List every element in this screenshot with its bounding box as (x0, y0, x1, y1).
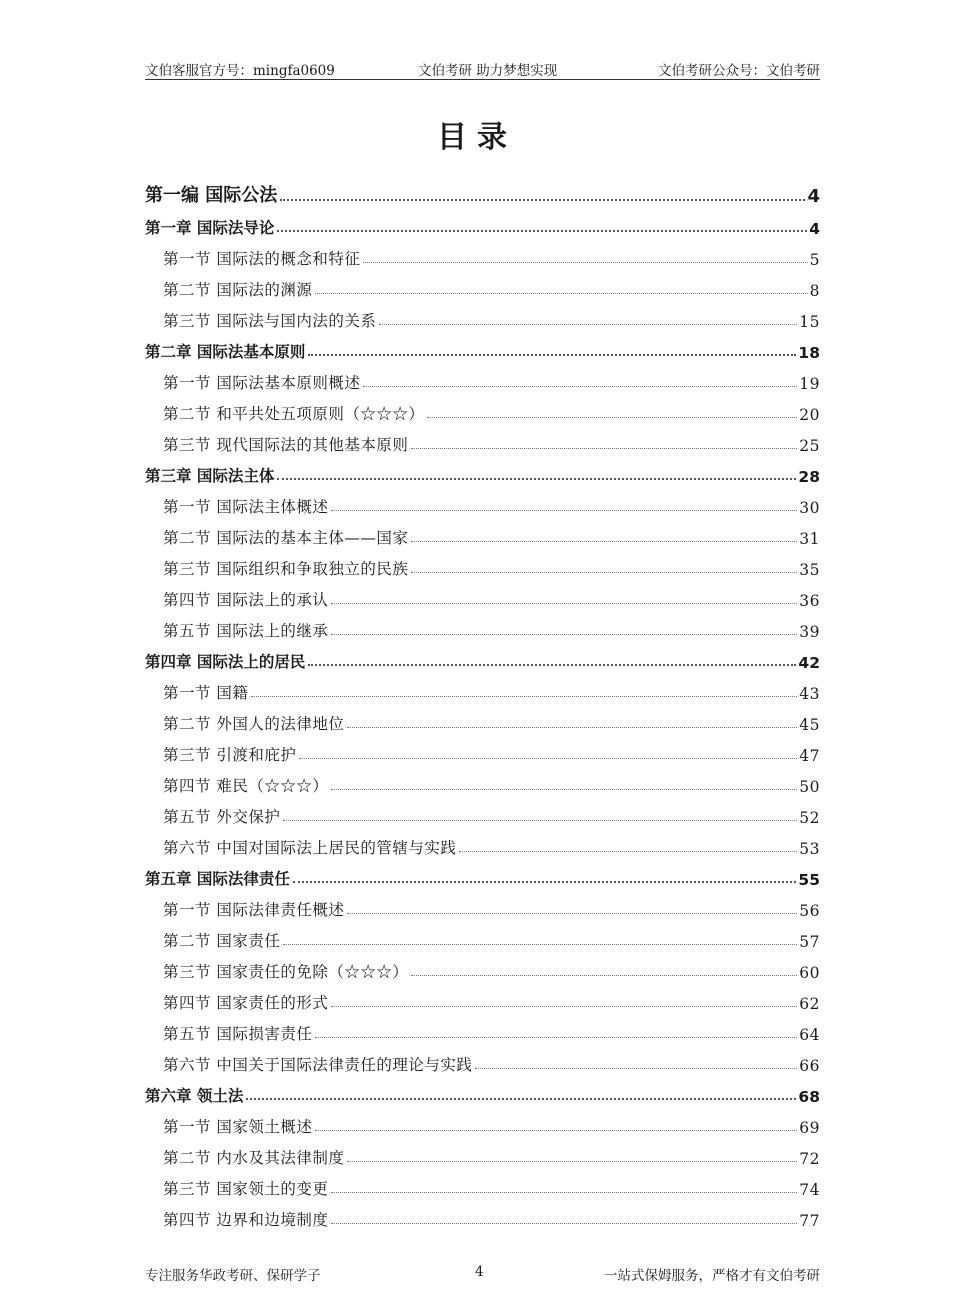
toc-leader-dots (363, 386, 797, 387)
toc-section-entry[interactable] (145, 708, 820, 734)
toc-leader-dots (347, 913, 797, 914)
toc-section-entry[interactable] (145, 243, 820, 269)
toc-chapter-entry[interactable] (145, 212, 820, 238)
toc-entry-label: 第四节 国家责任的形式 (163, 994, 329, 1012)
toc-entry-label: 第四章 国际法上的居民 (145, 653, 306, 671)
toc-leader-dots (280, 199, 805, 201)
toc-entry-page: 43 (799, 685, 820, 703)
toc-leader-dots (331, 634, 797, 635)
toc-entry-label: 第四节 边界和边境制度 (163, 1211, 329, 1229)
toc-leader-dots (331, 603, 797, 604)
toc-entry-label: 第二节 和平共处五项原则（☆☆☆） (163, 405, 425, 423)
toc-entry-label: 第三节 现代国际法的其他基本原则 (163, 436, 409, 454)
toc-leader-dots (411, 572, 797, 573)
toc-section-entry[interactable] (145, 429, 820, 455)
page-header (145, 57, 820, 80)
toc-chapter-entry[interactable] (145, 646, 820, 672)
toc-entry-page: 35 (799, 561, 820, 579)
toc-entry-label: 第三节 国家责任的免除（☆☆☆） (163, 963, 409, 981)
toc-entry-label: 第五节 国际损害责任 (163, 1025, 313, 1043)
toc-section-entry[interactable] (145, 956, 820, 982)
toc-entry-label: 第四节 国际法上的承认 (163, 591, 329, 609)
page-footer (145, 1264, 820, 1284)
toc-entry-page: 30 (799, 499, 820, 517)
toc-chapter-entry[interactable] (145, 336, 820, 362)
toc-leader-dots (427, 417, 797, 418)
toc-entry-page: 77 (799, 1212, 820, 1230)
toc-section-entry[interactable] (145, 274, 820, 300)
toc-entry-label: 第一节 国际法的概念和特征 (163, 250, 361, 268)
toc-entry-page: 20 (799, 406, 820, 424)
toc-entry-page: 68 (798, 1088, 820, 1106)
toc-entry-page: 57 (799, 933, 820, 951)
toc-entry-label: 第二节 国际法的基本主体——国家 (163, 529, 409, 547)
toc-leader-dots (283, 820, 797, 821)
toc-leader-dots (315, 293, 807, 294)
toc-entry-label: 第二节 内水及其法律制度 (163, 1149, 345, 1167)
toc-leader-dots (331, 510, 797, 511)
toc-section-entry[interactable] (145, 1049, 820, 1075)
toc-entry-label: 第三节 引渡和庇护 (163, 746, 297, 764)
toc-chapter-entry[interactable] (145, 863, 820, 889)
toc-entry-page: 47 (799, 747, 820, 765)
toc-section-entry[interactable] (145, 1018, 820, 1044)
toc-leader-dots (411, 541, 797, 542)
toc-entry-page: 62 (799, 995, 820, 1013)
toc-entry-page: 5 (809, 251, 820, 269)
toc-section-entry[interactable] (145, 770, 820, 796)
toc-entry-page: 42 (798, 654, 820, 672)
toc-entry-page: 36 (799, 592, 820, 610)
toc-section-entry[interactable] (145, 553, 820, 579)
toc-section-entry[interactable] (145, 1204, 820, 1230)
toc-entry-label: 第一编 国际公法 (145, 185, 278, 206)
toc-section-entry[interactable] (145, 615, 820, 641)
toc-entry-page: 53 (799, 840, 820, 858)
toc-section-entry[interactable] (145, 491, 820, 517)
toc-entry-label: 第三节 国家领土的变更 (163, 1180, 329, 1198)
toc-entry-label: 第二节 外国人的法律地位 (163, 715, 345, 733)
toc-leader-dots (411, 448, 797, 449)
toc-entry-label: 第二章 国际法基本原则 (145, 343, 306, 361)
header-center-text: 文伯考研 助力梦想实现 (418, 63, 558, 79)
toc-entry-page: 74 (799, 1181, 820, 1199)
toc-section-entry[interactable] (145, 987, 820, 1013)
toc-section-entry[interactable] (145, 1142, 820, 1168)
toc-entry-page: 45 (799, 716, 820, 734)
toc-entry-label: 第六节 中国关于国际法律责任的理论与实践 (163, 1056, 473, 1074)
toc-entry-page: 72 (799, 1150, 820, 1168)
toc-entry-label: 第三节 国际组织和争取独立的民族 (163, 560, 409, 578)
footer-right-text: 一站式保姆服务，严格才有文伯考研 (604, 1268, 820, 1284)
toc-part-entry[interactable] (145, 181, 820, 207)
toc-leader-dots (308, 354, 796, 356)
header-left-text: 文伯客服官方号：mingfa0609 (145, 63, 335, 79)
toc-leader-dots (246, 1098, 796, 1100)
toc-entry-page: 64 (799, 1026, 820, 1044)
toc-leader-dots (379, 324, 797, 325)
toc-leader-dots (293, 881, 797, 883)
toc-entry-label: 第三节 国际法与国内法的关系 (163, 312, 377, 330)
toc-leader-dots (299, 758, 797, 759)
toc-entry-label: 第三章 国际法主体 (145, 467, 275, 485)
toc-section-entry[interactable] (145, 522, 820, 548)
toc-entry-label: 第五章 国际法律责任 (145, 870, 290, 888)
toc-entry-page: 28 (798, 468, 820, 486)
toc-entry-label: 第一节 国籍 (163, 684, 249, 702)
toc-section-entry[interactable] (145, 1173, 820, 1199)
toc-section-entry[interactable] (145, 677, 820, 703)
toc-leader-dots (459, 851, 797, 852)
toc-entry-label: 第一节 国际法律责任概述 (163, 901, 345, 919)
toc-leader-dots (331, 789, 797, 790)
toc-leader-dots (251, 696, 797, 697)
toc-entry-page: 66 (799, 1057, 820, 1075)
toc-leader-dots (308, 664, 796, 666)
toc-entry-page: 19 (799, 375, 820, 393)
toc-entry-page: 4 (809, 220, 820, 238)
toc-entry-page: 8 (809, 282, 820, 300)
toc-entry-label: 第六节 中国对国际法上居民的管辖与实践 (163, 839, 457, 857)
toc-section-entry[interactable] (145, 925, 820, 951)
toc-entry-page: 25 (799, 437, 820, 455)
toc-entry-label: 第六章 领土法 (145, 1087, 244, 1105)
toc-leader-dots (277, 230, 807, 232)
toc-entry-label: 第五节 国际法上的继承 (163, 622, 329, 640)
toc-entry-label: 第一节 国家领土概述 (163, 1118, 313, 1136)
toc-entry-page: 56 (799, 902, 820, 920)
toc-leader-dots (331, 1192, 797, 1193)
footer-left-text: 专注服务华政考研、保研学子 (145, 1268, 321, 1284)
toc-leader-dots (283, 944, 797, 945)
toc-entry-label: 第二节 国际法的渊源 (163, 281, 313, 299)
toc-chapter-entry[interactable] (145, 460, 820, 486)
toc-leader-dots (331, 1223, 797, 1224)
toc-leader-dots (331, 1006, 797, 1007)
toc-entry-page: 31 (799, 530, 820, 548)
toc-section-entry[interactable] (145, 398, 820, 424)
toc-leader-dots (475, 1068, 797, 1069)
toc-section-entry[interactable] (145, 367, 820, 393)
header-right-text: 文伯考研公众号：文伯考研 (658, 63, 820, 79)
toc-entry-page: 15 (799, 313, 820, 331)
toc-entry-page: 69 (799, 1119, 820, 1137)
toc-leader-dots (363, 262, 807, 263)
toc-section-entry[interactable] (145, 894, 820, 920)
toc-chapter-entry[interactable] (145, 1080, 820, 1106)
toc-leader-dots (315, 1037, 797, 1038)
toc-leader-dots (347, 727, 797, 728)
page-title: 目录 (437, 120, 517, 155)
toc-entry-page: 39 (799, 623, 820, 641)
toc-entry-page: 60 (799, 964, 820, 982)
toc-entry-label: 第四节 难民（☆☆☆） (163, 777, 329, 795)
toc-leader-dots (347, 1161, 797, 1162)
toc-entry-page: 55 (798, 871, 820, 889)
footer-page-number: 4 (475, 1264, 484, 1280)
toc-section-entry[interactable] (145, 584, 820, 610)
toc-entry-label: 第一节 国际法基本原则概述 (163, 374, 361, 392)
toc-leader-dots (315, 1130, 797, 1131)
toc-section-entry[interactable] (145, 801, 820, 827)
toc-section-entry[interactable] (145, 739, 820, 765)
toc-entry-page: 4 (807, 186, 820, 207)
toc-entry-label: 第一节 国际法主体概述 (163, 498, 329, 516)
toc-entry-label: 第五节 外交保护 (163, 808, 281, 826)
toc-leader-dots (277, 478, 796, 480)
toc-leader-dots (411, 975, 797, 976)
toc-entry-label: 第二节 国家责任 (163, 932, 281, 950)
toc-section-entry[interactable] (145, 832, 820, 858)
toc-section-entry[interactable] (145, 1111, 820, 1137)
toc-entry-page: 18 (798, 344, 820, 362)
toc-entry-page: 52 (799, 809, 820, 827)
toc-entry-label: 第一章 国际法导论 (145, 219, 275, 237)
toc-section-entry[interactable] (145, 305, 820, 331)
toc-entry-page: 50 (799, 778, 820, 796)
